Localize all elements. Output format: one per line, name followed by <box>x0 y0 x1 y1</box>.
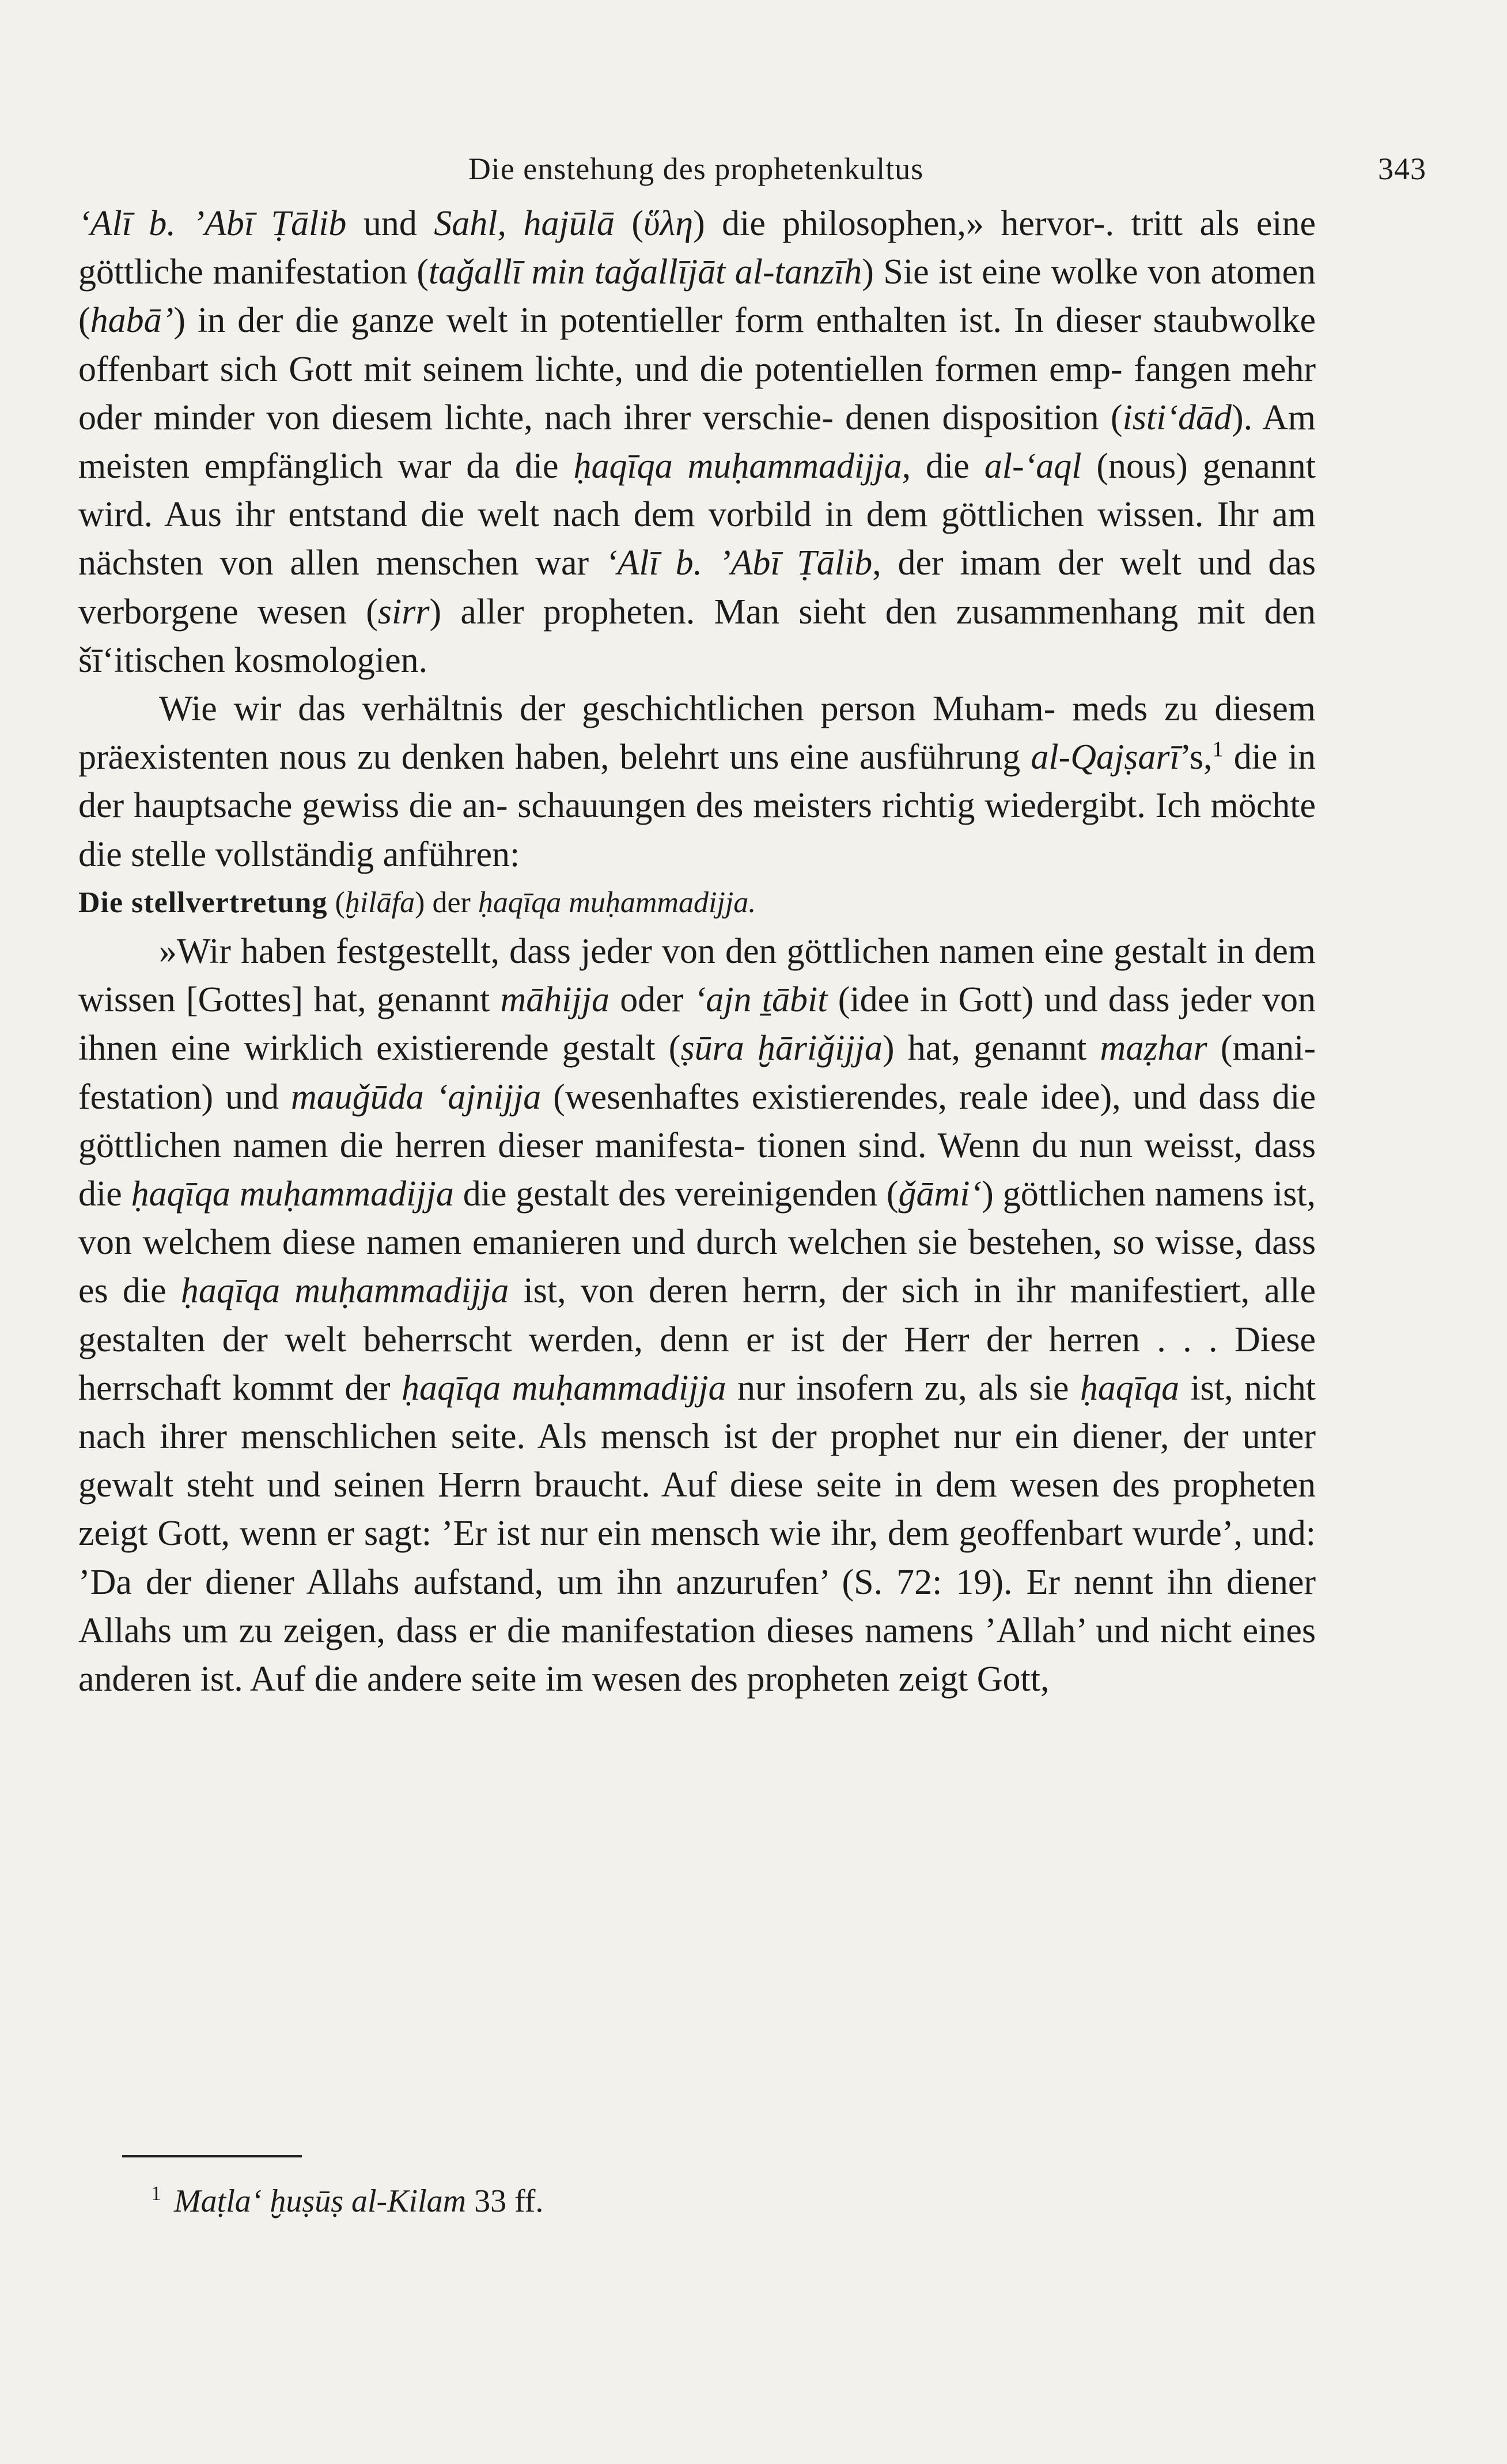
text-run: ) die philosophen,» hervor-. tritt als eine göttliche manifestation ( <box>78 204 1316 292</box>
footnote-number: 1 <box>151 2182 161 2205</box>
italic-term: al-Qajṣarī <box>1031 738 1180 777</box>
paragraph <box>78 927 1316 1703</box>
text-run: (idee in Gott) und dass jeder von ihnen eine wirklich existierende gestalt ( <box>78 980 1316 1068</box>
text-run: oder <box>609 980 694 1020</box>
italic-term: isti‘dād <box>1122 398 1232 437</box>
text-run: ) göttlichen namens ist, von welchem diese namen emanieren und durch welchen sie bestehen, so wisse, dass es die <box>78 1174 1316 1311</box>
italic-term: ‘ajn ṯābit <box>694 980 828 1020</box>
text-run: ’s, <box>1179 738 1213 777</box>
text-run: und <box>346 204 434 243</box>
text-run: die in der hauptsache gewiss die an- schauungen des meisters richtig wiedergibt. Ich möchte die stelle vollständig anführen: <box>78 738 1316 874</box>
text-run: »Wir haben festgestellt, dass jeder von den göttlichen namen eine gestalt in dem wissen [Gottes] hat, genannt <box>78 932 1316 1020</box>
text-run: 33 ff. <box>466 2183 544 2219</box>
running-head <box>81 151 1426 197</box>
text-run: , der imam der welt und das verborgene wesen ( <box>78 543 1316 632</box>
italic-term: ḥaqīqa muḥammadijja <box>131 1174 454 1214</box>
footnote <box>151 2177 543 2225</box>
italic-term: ‘Alī b. ’Abī Ṭālib <box>78 204 347 243</box>
text-run: ( <box>614 204 643 243</box>
text-run: ) aller propheten. Man sieht den zusammenhang mit den šī‘itischen kosmologien. <box>78 592 1316 680</box>
text-run: (nous) genannt wird. Aus ihr entstand die welt nach dem vorbild in dem göttlichen wissen. Ihr am nächsten von allen menschen war <box>78 447 1316 583</box>
text-run: ) der <box>415 886 478 919</box>
text-run: nur insofern zu, als sie <box>726 1368 1080 1408</box>
footnote-marker: 1 <box>1212 737 1224 762</box>
italic-term: maẓhar <box>1100 1029 1207 1068</box>
footnote-rule <box>122 2155 302 2157</box>
text-run: ) hat, genannt <box>882 1029 1100 1068</box>
italic-term: ḥaqīqa muḥammadijja <box>180 1271 509 1311</box>
text-run: ( <box>327 886 345 919</box>
text-run: die gestalt des vereinigenden ( <box>453 1174 899 1214</box>
text-run: ). Am meisten empfänglich war da die <box>78 398 1316 486</box>
italic-term: sirr <box>377 592 430 632</box>
italic-term: ǧāmi‘ <box>898 1174 982 1214</box>
text-run: (wesenhaftes existierendes, reale idee), und dass die göttlichen namen die herren dieser manifesta- tionen sind. Wenn du nun weisst, dass die <box>78 1077 1316 1214</box>
italic-term: ὕλη <box>643 204 694 243</box>
running-head-title: Die enstehung des prophetenkultus <box>468 152 924 186</box>
italic-term: ḫilāfa <box>344 886 415 919</box>
text-run: Wie wir das verhältnis der geschichtlichen person Muham- meds zu diesem präexistenten nous zu denken haben, belehrt uns eine ausführung <box>78 689 1316 777</box>
italic-term: māhijja <box>500 980 609 1020</box>
italic-term: ṣūra ḫāriǧijja <box>680 1029 883 1068</box>
text-run: , die <box>902 447 985 486</box>
italic-term: ḥaqīqa muḥammadijja <box>402 1368 726 1408</box>
text-run: (mani- festation) und <box>78 1029 1316 1117</box>
text-run: ist, nicht nach ihrer menschlichen seite. Als mensch ist der prophet nur ein diener, der unter gewalt steht und seinen Herrn braucht. Auf diese seite in dem wesen des propheten zeigt Gott, wenn er sagt: ’Er ist nur ein mensch wie ihr, dem geoffenbart wurde’, und: ’Da der diener Allahs aufstand, um ihn anzurufen’ (S. 72: 19). Er nennt ihn diener Allahs um zu zeigen, dass er die manifestation dieses namens ’Allah’ und nicht eines anderen ist. Auf die andere seite im wesen des propheten zeigt Gott, <box>78 1368 1316 1699</box>
text-run: ist, von deren herrn, der sich in ihr manifestiert, alle gestalten der welt beherrscht werden, denn er ist der Herr der herren . . . Diese herrschaft kommt der <box>78 1271 1316 1408</box>
italic-term: Sahl, hajūlā <box>434 204 615 243</box>
italic-term: ḥaqīqa muḥammadijja. <box>478 886 756 919</box>
italic-term: ‘Alī b. ’Abī Ṭālib <box>605 543 873 583</box>
paragraph <box>78 199 1316 685</box>
italic-term: habā’ <box>90 301 174 341</box>
italic-term: ḥaqīqa <box>1080 1368 1180 1408</box>
italic-term: ḥaqīqa muḥammadijja <box>573 447 902 486</box>
section-heading <box>78 879 1316 927</box>
italic-term: taǧallī min taǧallījāt al-tanzīh <box>429 252 862 292</box>
italic-term: Maṭla‘ ḫuṣūṣ al-Kilam <box>174 2183 467 2219</box>
paragraph <box>78 685 1316 879</box>
italic-term: al-‘aql <box>984 447 1082 486</box>
text-run: ) Sie ist eine wolke von atomen ( <box>78 252 1316 341</box>
heading-lead: Die stellvertretung <box>78 886 328 919</box>
italic-term: mauǧūda ‘ajnijja <box>291 1077 542 1117</box>
page-number: 343 <box>1378 152 1426 186</box>
text-run: ) in der die ganze welt in potentieller form enthalten ist. In dieser staubwolke offenbart sich Gott mit seinem lichte, und die potentiellen formen emp- fangen mehr oder minder von diesem lichte, nach ihrer verschie- denen disposition ( <box>78 301 1316 437</box>
main-text <box>78 199 1316 1703</box>
